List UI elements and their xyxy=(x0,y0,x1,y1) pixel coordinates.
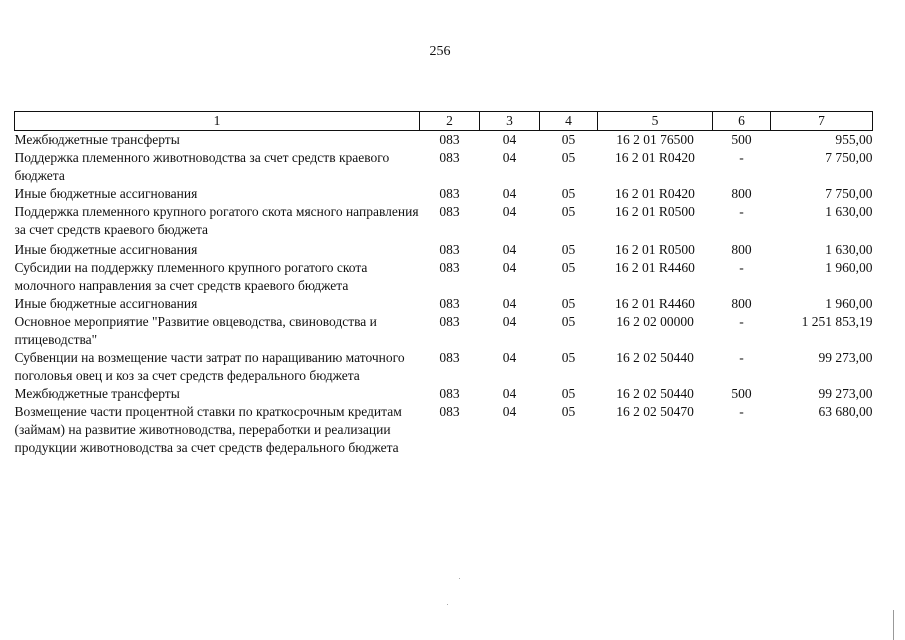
row-target-article: 16 2 01 R0500 xyxy=(615,204,695,219)
header-col-6: 6 xyxy=(713,112,771,131)
row-expense-type: - xyxy=(739,350,744,365)
row-name: Иные бюджетные ассигнования xyxy=(14,296,198,311)
row-expense-type: - xyxy=(739,150,744,165)
header-col-5: 5 xyxy=(598,112,713,131)
row-amount: 99 273,00 xyxy=(818,350,873,365)
row-amount: 1 960,00 xyxy=(825,260,873,275)
row-name: Межбюджетные трансферты xyxy=(14,132,180,147)
header-col-2: 2 xyxy=(420,112,480,131)
row-ministry-code: 083 xyxy=(439,404,460,419)
row-name: Поддержка племенного животноводства за счет средств краевого бюджета xyxy=(14,150,390,183)
row-target-article: 16 2 01 R4460 xyxy=(615,296,695,311)
table-row xyxy=(15,149,873,185)
row-ministry-code: 083 xyxy=(439,132,460,147)
row-ministry-code: 083 xyxy=(439,350,460,365)
row-section-code: 04 xyxy=(502,186,517,201)
row-amount: 1 251 853,19 xyxy=(801,314,873,329)
row-expense-type: - xyxy=(739,404,744,419)
row-name: Субсидии на поддержку племенного крупного рогатого скота молочного направления за счет средств краевого бюджета xyxy=(14,260,368,293)
row-subsection-code: 05 xyxy=(561,314,576,329)
scan-speck xyxy=(459,578,460,579)
row-amount: 955,00 xyxy=(835,132,873,147)
row-expense-type: - xyxy=(739,260,744,275)
header-col-4: 4 xyxy=(540,112,598,131)
row-expense-type: - xyxy=(739,204,744,219)
row-ministry-code: 083 xyxy=(439,242,460,257)
row-name: Иные бюджетные ассигнования xyxy=(14,186,198,201)
row-section-code: 04 xyxy=(502,260,517,275)
scan-edge-mark xyxy=(893,610,894,640)
table-row xyxy=(15,259,873,295)
row-name: Основное мероприятие "Развитие овцеводства, свиноводства и птицеводства" xyxy=(14,314,377,347)
scan-speck xyxy=(447,604,448,605)
row-section-code: 04 xyxy=(502,296,517,311)
page-number: 256 xyxy=(429,44,451,59)
row-section-code: 04 xyxy=(502,204,517,219)
row-target-article: 16 2 01 R0500 xyxy=(615,242,695,257)
row-expense-type: - xyxy=(739,314,744,329)
row-amount: 1 630,00 xyxy=(825,204,873,219)
row-section-code: 04 xyxy=(502,350,517,365)
row-name: Иные бюджетные ассигнования xyxy=(14,242,198,257)
table-row xyxy=(15,313,873,349)
row-section-code: 04 xyxy=(502,132,517,147)
row-subsection-code: 05 xyxy=(561,260,576,275)
header-col-1: 1 xyxy=(15,112,420,131)
table-row xyxy=(15,241,873,259)
budget-table xyxy=(14,111,873,457)
row-ministry-code: 083 xyxy=(439,296,460,311)
row-subsection-code: 05 xyxy=(561,296,576,311)
row-target-article: 16 2 01 R0420 xyxy=(615,186,695,201)
row-target-article: 16 2 01 R0420 xyxy=(615,150,695,165)
row-subsection-code: 05 xyxy=(561,132,576,147)
row-section-code: 04 xyxy=(502,314,517,329)
row-ministry-code: 083 xyxy=(439,186,460,201)
row-ministry-code: 083 xyxy=(439,150,460,165)
row-target-article: 16 2 01 R4460 xyxy=(615,260,695,275)
row-target-article: 16 2 01 76500 xyxy=(616,132,694,147)
table-row xyxy=(15,349,873,385)
row-name: Поддержка племенного крупного рогатого скота мясного направления за счет средств краевого бюджета xyxy=(14,204,419,237)
row-subsection-code: 05 xyxy=(561,204,576,219)
row-section-code: 04 xyxy=(502,386,517,401)
header-col-3: 3 xyxy=(480,112,540,131)
table-row xyxy=(15,131,873,150)
header-col-7: 7 xyxy=(771,112,873,131)
row-expense-type: 800 xyxy=(731,186,752,201)
row-name: Субвенции на возмещение части затрат по наращиванию маточного поголовья овец и коз за счет средств федерального бюджета xyxy=(14,350,405,383)
row-target-article: 16 2 02 50440 xyxy=(616,386,694,401)
row-section-code: 04 xyxy=(502,404,517,419)
row-ministry-code: 083 xyxy=(439,204,460,219)
row-target-article: 16 2 02 50470 xyxy=(616,404,694,419)
row-amount: 7 750,00 xyxy=(825,186,873,201)
row-subsection-code: 05 xyxy=(561,150,576,165)
row-subsection-code: 05 xyxy=(561,404,576,419)
row-ministry-code: 083 xyxy=(439,260,460,275)
row-target-article: 16 2 02 50440 xyxy=(616,350,694,365)
row-subsection-code: 05 xyxy=(561,242,576,257)
row-amount: 1 960,00 xyxy=(825,296,873,311)
row-section-code: 04 xyxy=(502,242,517,257)
row-ministry-code: 083 xyxy=(439,386,460,401)
row-name: Возмещение части процентной ставки по краткосрочным кредитам (займам) на развитие животноводства, переработки и реализации продукции животноводства за счет средств федерального бюджета xyxy=(14,404,402,455)
row-amount: 99 273,00 xyxy=(818,386,873,401)
table-row xyxy=(15,203,873,241)
row-subsection-code: 05 xyxy=(561,186,576,201)
row-section-code: 04 xyxy=(502,150,517,165)
row-expense-type: 500 xyxy=(731,386,752,401)
row-target-article: 16 2 02 00000 xyxy=(616,314,694,329)
table-row xyxy=(15,385,873,403)
row-amount: 7 750,00 xyxy=(825,150,873,165)
row-amount: 1 630,00 xyxy=(825,242,873,257)
row-expense-type: 500 xyxy=(731,132,752,147)
row-expense-type: 800 xyxy=(731,296,752,311)
header-row xyxy=(15,112,873,131)
row-ministry-code: 083 xyxy=(439,314,460,329)
row-subsection-code: 05 xyxy=(561,386,576,401)
row-name: Межбюджетные трансферты xyxy=(14,386,180,401)
table-row xyxy=(15,295,873,313)
row-amount: 63 680,00 xyxy=(818,404,873,419)
row-expense-type: 800 xyxy=(731,242,752,257)
row-subsection-code: 05 xyxy=(561,350,576,365)
table-row xyxy=(15,403,873,457)
table-row xyxy=(15,185,873,203)
